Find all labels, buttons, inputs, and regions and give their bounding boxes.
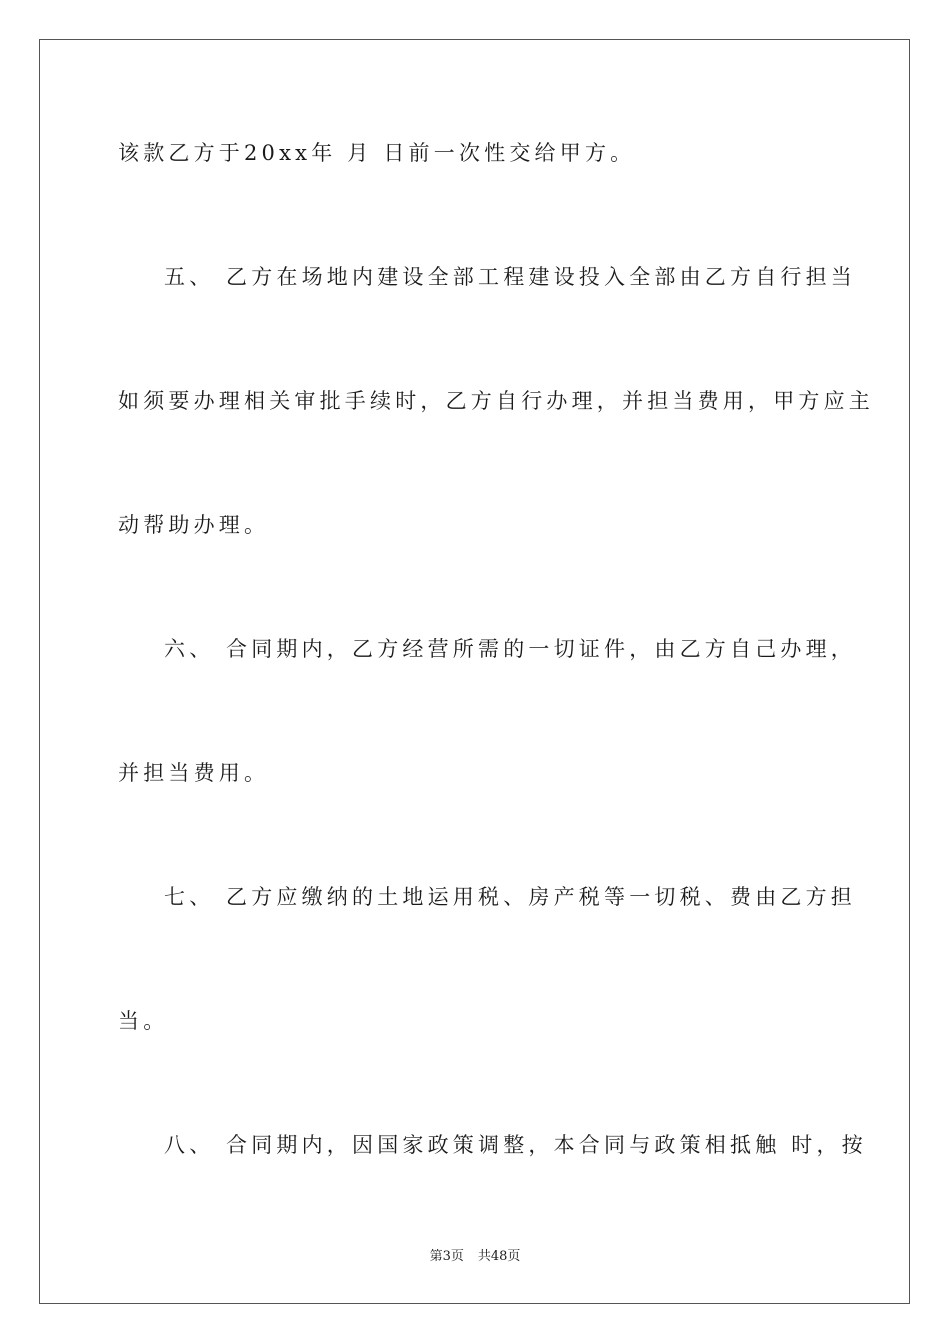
line-text: 该款乙方于20xx年 月 日前一次性交给甲方。 [118,141,636,165]
clause-number: 七、 [164,885,215,909]
paragraph-line [118,140,635,166]
paragraph-line [118,388,874,414]
line-text: 合同期内，乙方经营所需的一切证件，由乙方自己办理， [226,637,856,661]
page-border [39,39,910,1304]
clause-five-line [164,264,856,290]
line-text: 动帮助办理。 [118,513,270,537]
paragraph-line [118,760,269,786]
clause-number: 六、 [164,637,215,661]
clause-number: 五、 [164,265,215,289]
line-text: 合同期内，因国家政策调整，本合同与政策相抵触 时，按 [226,1133,867,1157]
line-text: 当。 [118,1009,169,1033]
page-total: 共48页 [477,1249,521,1264]
line-text: 乙方在场地内建设全部工程建设投入全部由乙方自行担当 [226,265,856,289]
paragraph-line [118,512,269,538]
page-footer [0,1248,950,1266]
clause-number: 八、 [164,1133,215,1157]
clause-six-line [164,636,856,662]
line-text: 乙方应缴纳的土地运用税、房产税等一切税、费由乙方担 [226,885,856,909]
page-number: 第3页 [429,1249,464,1264]
line-text: 如须要办理相关审批手续时，乙方自行办理，并担当费用，甲方应主 [118,389,874,413]
line-text: 并担当费用。 [118,761,270,785]
paragraph-line [118,1008,168,1034]
clause-eight-line [164,1132,867,1158]
clause-seven-line [164,884,856,910]
